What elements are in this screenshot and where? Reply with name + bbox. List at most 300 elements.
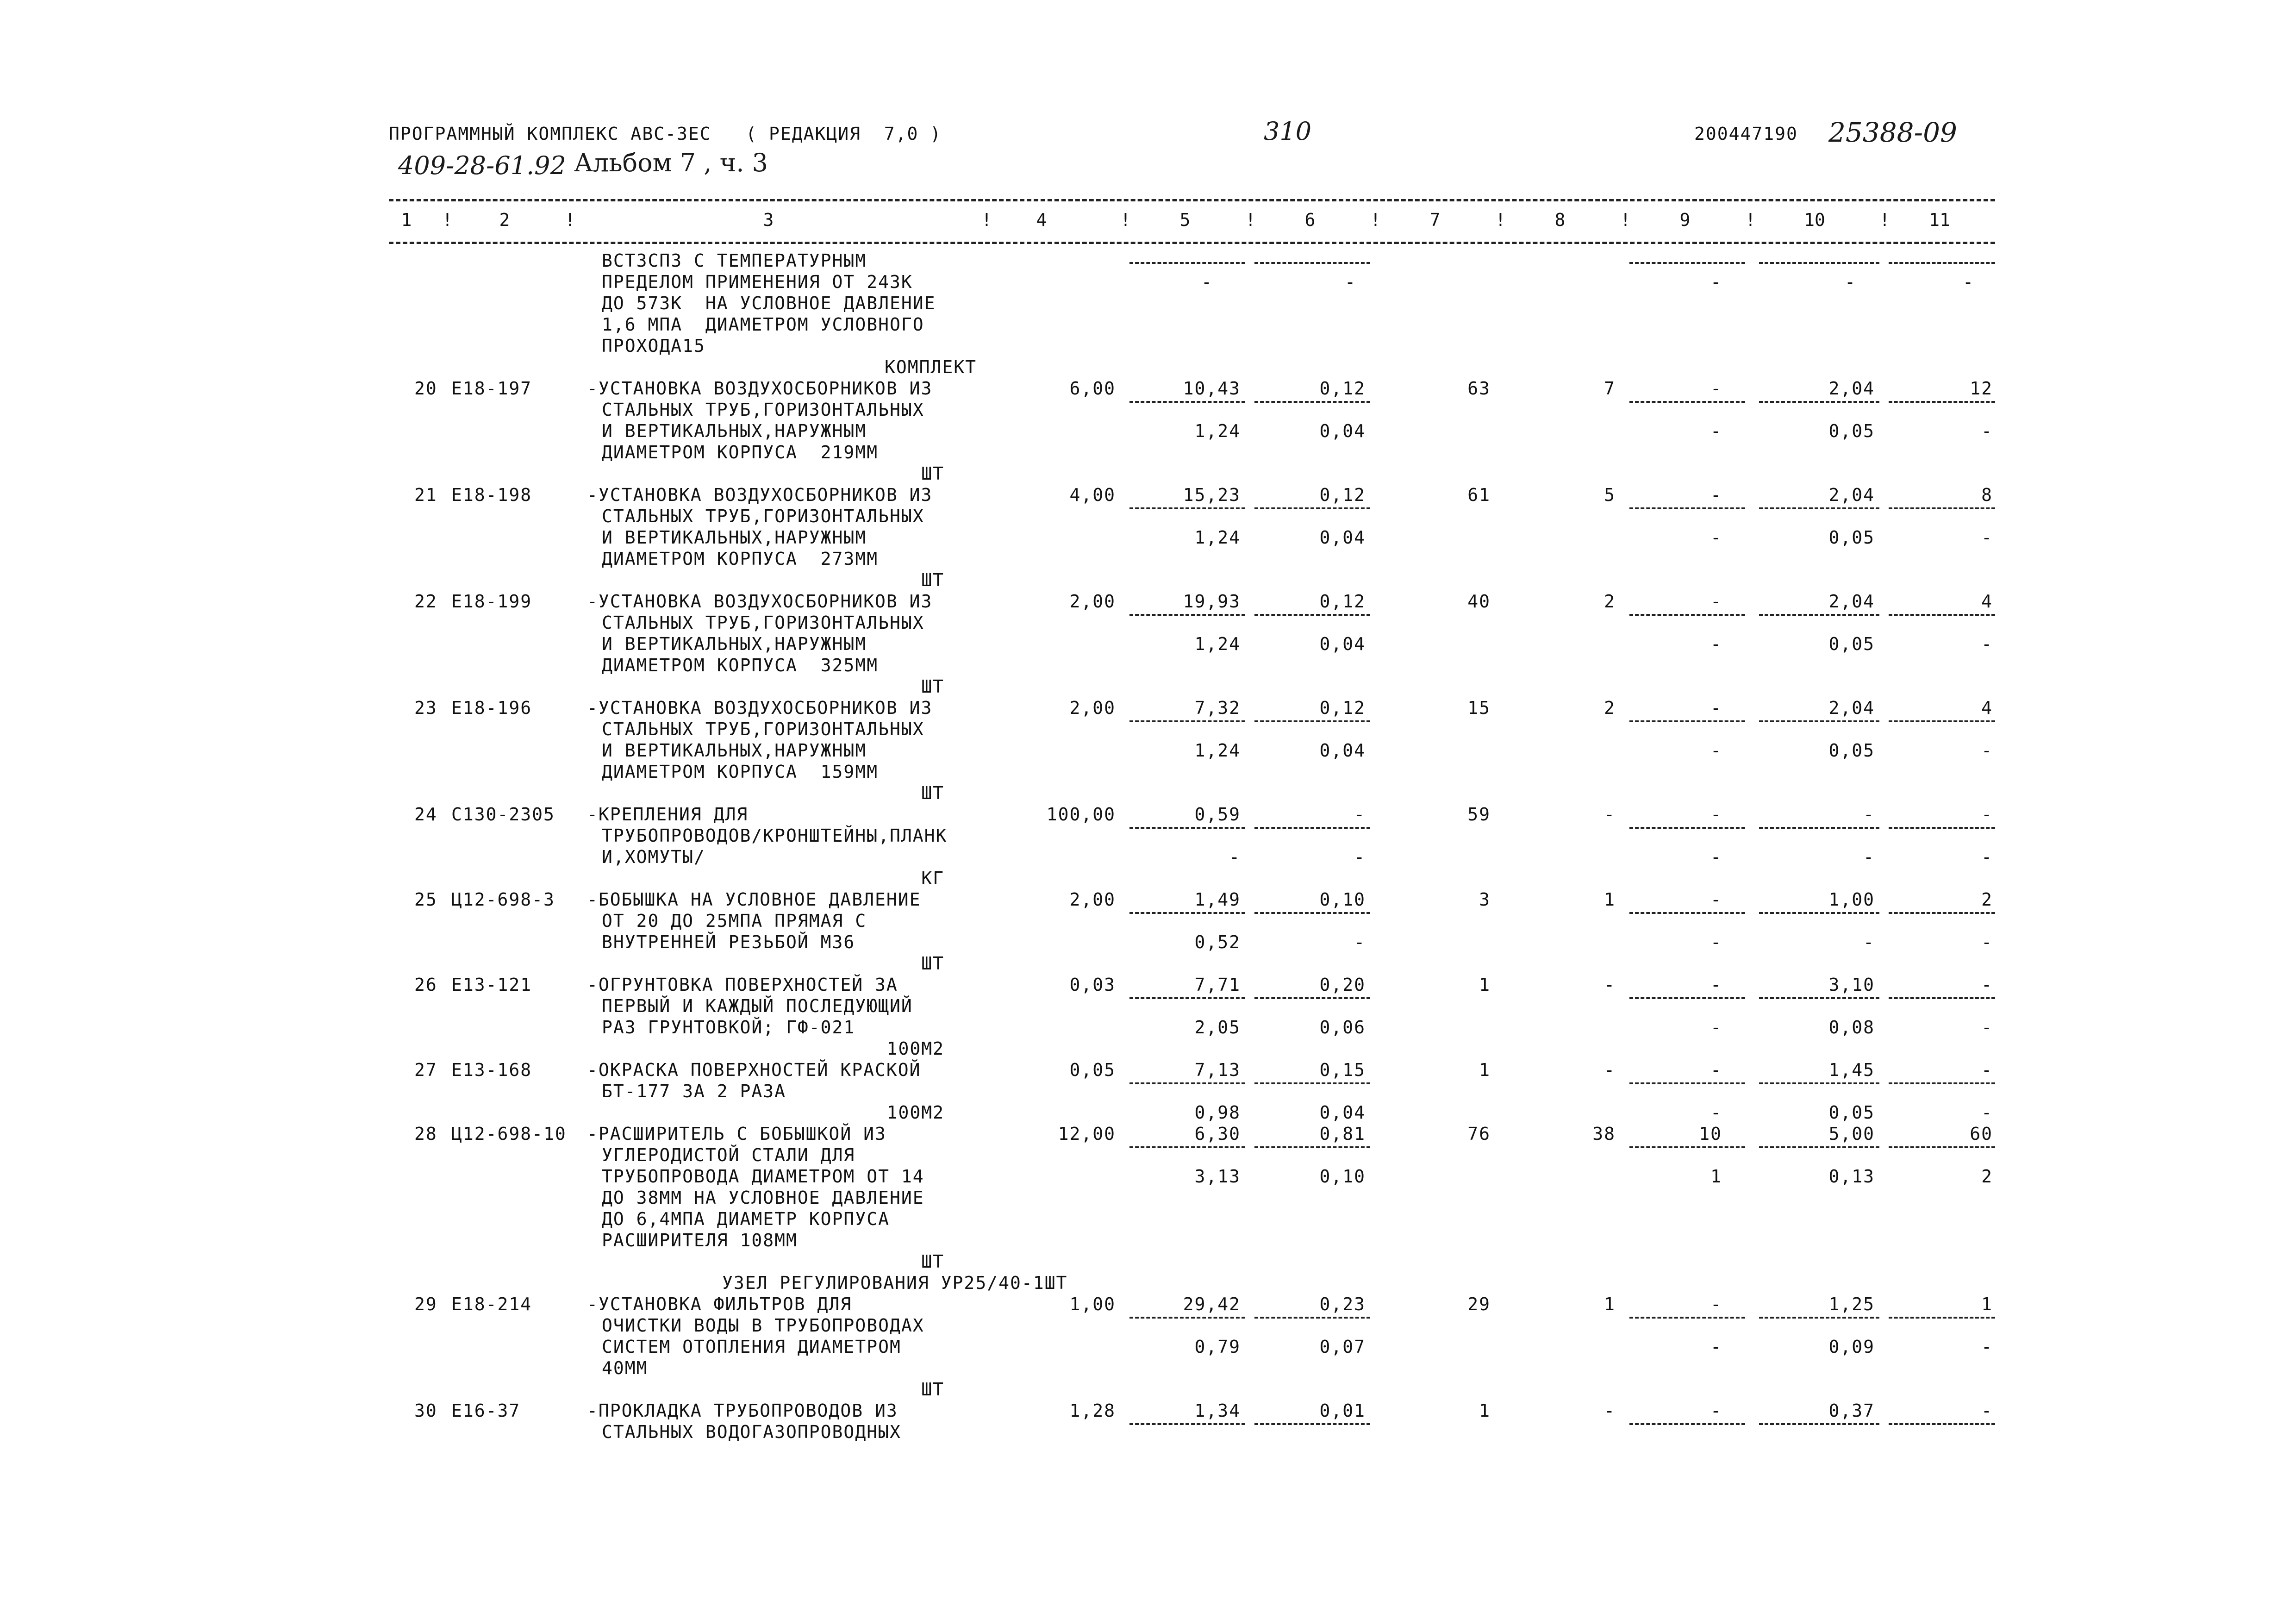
cell-col5: 6,30 — [1194, 1124, 1241, 1144]
cell-col5: 0,59 — [1194, 804, 1241, 825]
row-number: 20 — [414, 378, 437, 399]
cell-col10: 2,04 — [1828, 591, 1875, 612]
cell-col6: 0,10 — [1319, 889, 1366, 910]
cell-col10-secondary: 0,05 — [1828, 1102, 1875, 1123]
description-line: УГЛЕРОДИСТОЙ СТАЛИ ДЛЯ — [602, 1145, 855, 1165]
norm-code: Ц12-698-3 — [451, 889, 555, 910]
cell-col4: 1,28 — [1069, 1400, 1116, 1421]
cell-col10: 3,10 — [1828, 975, 1875, 995]
description-line: И ВЕРТИКАЛЬНЫХ,НАРУЖНЫМ — [602, 527, 867, 548]
cell-col9: - — [1710, 1060, 1722, 1080]
description-line: СТАЛЬНЫХ ТРУБ,ГОРИЗОНТАЛЬНЫХ — [602, 613, 924, 633]
value-divider-rule — [1759, 262, 1879, 264]
cell-col11-secondary: - — [1981, 527, 1993, 548]
cell-col6-secondary: 0,04 — [1319, 634, 1366, 654]
norm-code: Е18-198 — [451, 485, 532, 505]
column-number: 3 — [763, 210, 774, 230]
cell-col10: 5,00 — [1828, 1124, 1875, 1144]
cell-col8: 2 — [1604, 698, 1616, 718]
cell-col6: 0,01 — [1319, 1400, 1366, 1421]
cell-col10-secondary: 0,05 — [1828, 527, 1875, 548]
cell-col10-secondary: 0,13 — [1828, 1166, 1875, 1187]
cell-col9: - — [1710, 378, 1722, 399]
cell-col5-secondary: 0,98 — [1194, 1102, 1241, 1123]
value-divider-rule — [1129, 1146, 1245, 1148]
description-line: ПРОХОДА15 — [602, 336, 705, 356]
column-number: 9 — [1679, 210, 1691, 230]
unit-label: 100М2 — [886, 1038, 944, 1059]
unit-label: ШТ — [921, 676, 944, 697]
value-divider-rule — [1129, 720, 1245, 722]
cell-col8: 5 — [1604, 485, 1616, 505]
description-line: ДО 38ММ НА УСЛОВНОЕ ДАВЛЕНИЕ — [602, 1188, 924, 1208]
cell-col4: 2,00 — [1069, 591, 1116, 612]
document-code: 200447190 — [1694, 124, 1798, 144]
cell-col5-secondary: 0,52 — [1194, 932, 1241, 952]
row-number: 25 — [414, 889, 437, 910]
value-divider-rule — [1889, 401, 1995, 403]
column-separator: ! — [1120, 210, 1131, 230]
cell-col5-secondary: 0,79 — [1194, 1337, 1241, 1357]
description-line: -УСТАНОВКА ВОЗДУХОСБОРНИКОВ ИЗ — [587, 591, 933, 612]
value-divider-rule — [1889, 997, 1995, 999]
description-line: БТ-177 ЗА 2 РАЗА — [602, 1081, 786, 1101]
cell-col11-secondary: - — [1963, 272, 1974, 292]
description-line: ПЕРВЫЙ И КАЖДЫЙ ПОСЛЕДУЮЩИЙ — [602, 996, 913, 1016]
cell-col10-secondary: - — [1863, 932, 1875, 952]
norm-code: Е13-121 — [451, 975, 532, 995]
value-divider-rule — [1759, 507, 1879, 509]
cell-col9-secondary: - — [1710, 1102, 1722, 1123]
cell-col10: 1,00 — [1828, 889, 1875, 910]
value-divider-rule — [1759, 1146, 1879, 1148]
value-divider-rule — [1129, 507, 1245, 509]
description-line: -РАСШИРИТЕЛЬ С БОБЫШКОЙ ИЗ — [587, 1124, 886, 1144]
value-divider-rule — [1254, 1082, 1370, 1084]
cell-col4: 4,00 — [1069, 485, 1116, 505]
cell-col11: - — [1981, 1060, 1993, 1080]
column-separator: ! — [1370, 210, 1381, 230]
unit-label: ШТ — [921, 1251, 944, 1272]
cell-col5-secondary: - — [1201, 272, 1213, 292]
cell-col10-secondary: 0,08 — [1828, 1017, 1875, 1038]
value-divider-rule — [1254, 507, 1370, 509]
cell-col9: - — [1710, 1294, 1722, 1314]
value-divider-rule — [1759, 827, 1879, 829]
description-line: СИСТЕМ ОТОПЛЕНИЯ ДИАМЕТРОМ — [602, 1337, 901, 1357]
cell-col7: 1 — [1479, 1060, 1491, 1080]
value-divider-rule — [1759, 912, 1879, 914]
column-separator: ! — [1879, 210, 1890, 230]
value-divider-rule — [1889, 262, 1995, 264]
value-divider-rule — [1759, 401, 1879, 403]
value-divider-rule — [1629, 614, 1745, 616]
row-number: 26 — [414, 975, 437, 995]
value-divider-rule — [1254, 720, 1370, 722]
cell-col10-secondary: 0,09 — [1828, 1337, 1875, 1357]
cell-col10: 2,04 — [1828, 698, 1875, 718]
handwritten-album-code: 409-28-61.92 — [398, 151, 566, 180]
value-divider-rule — [1629, 720, 1745, 722]
value-divider-rule — [1759, 614, 1879, 616]
cell-col4: 6,00 — [1069, 378, 1116, 399]
cell-col7: 1 — [1479, 975, 1491, 995]
cell-col9-secondary: - — [1710, 421, 1722, 441]
cell-col5: 1,49 — [1194, 889, 1241, 910]
column-number: 6 — [1304, 210, 1316, 230]
cell-col9-secondary: - — [1710, 634, 1722, 654]
cell-col10: 0,37 — [1828, 1400, 1875, 1421]
description-line: РАЗ ГРУНТОВКОЙ; ГФ-021 — [602, 1017, 855, 1038]
description-line: ОЧИСТКИ ВОДЫ В ТРУБОПРОВОДАХ — [602, 1315, 924, 1336]
cell-col10: 2,04 — [1828, 485, 1875, 505]
cell-col5: 10,43 — [1183, 378, 1241, 399]
cell-col9: - — [1710, 804, 1722, 825]
cell-col9: - — [1710, 1400, 1722, 1421]
unit-label: ШТ — [921, 953, 944, 974]
norm-code: Е18-196 — [451, 698, 532, 718]
row-number: 21 — [414, 485, 437, 505]
cell-col5: 7,71 — [1194, 975, 1241, 995]
cell-col4: 12,00 — [1058, 1124, 1116, 1144]
cell-col4: 100,00 — [1046, 804, 1116, 825]
cell-col8: - — [1604, 804, 1616, 825]
cell-col6-secondary: 0,04 — [1319, 527, 1366, 548]
value-divider-rule — [1129, 1317, 1245, 1319]
cell-col11-secondary: - — [1981, 1337, 1993, 1357]
value-divider-rule — [1129, 912, 1245, 914]
value-divider-rule — [1129, 614, 1245, 616]
album-label: Альбом 7 , ч. 3 — [574, 148, 768, 177]
unit-label: ШТ — [921, 463, 944, 484]
column-separator: ! — [1745, 210, 1756, 230]
description-line: ДИАМЕТРОМ КОРПУСА 219ММ — [602, 442, 879, 463]
description-line: СТАЛЬНЫХ ТРУБ,ГОРИЗОНТАЛЬНЫХ — [602, 400, 924, 420]
value-divider-rule — [1629, 1082, 1745, 1084]
cell-col4: 0,03 — [1069, 975, 1116, 995]
column-separator: ! — [565, 210, 575, 230]
column-separator: ! — [1620, 210, 1631, 230]
description-line: 1,6 МПА ДИАМЕТРОМ УСЛОВНОГО — [602, 314, 924, 335]
description-line: И ВЕРТИКАЛЬНЫХ,НАРУЖНЫМ — [602, 740, 867, 761]
cell-col10: - — [1863, 804, 1875, 825]
column-number: 8 — [1554, 210, 1566, 230]
value-divider-rule — [1889, 720, 1995, 722]
cell-col5: 29,42 — [1183, 1294, 1241, 1314]
value-divider-rule — [1254, 997, 1370, 999]
cell-col6: 0,81 — [1319, 1124, 1366, 1144]
description-line: -КРЕПЛЕНИЯ ДЛЯ — [587, 804, 749, 825]
cell-col6: 0,12 — [1319, 485, 1366, 505]
row-number: 24 — [414, 804, 437, 825]
cell-col11: - — [1981, 1400, 1993, 1421]
value-divider-rule — [1254, 827, 1370, 829]
norm-code: Е18-197 — [451, 378, 532, 399]
norm-code: Е13-168 — [451, 1060, 532, 1080]
cell-col11: - — [1981, 804, 1993, 825]
column-number: 2 — [499, 210, 510, 230]
cell-col6-secondary: - — [1354, 847, 1366, 867]
cell-col9: - — [1710, 698, 1722, 718]
value-divider-rule — [1759, 1082, 1879, 1084]
cell-col10: 1,25 — [1828, 1294, 1875, 1314]
column-number: 11 — [1929, 210, 1950, 230]
cell-col5: 7,13 — [1194, 1060, 1241, 1080]
column-number: 10 — [1804, 210, 1825, 230]
cell-col7: 15 — [1467, 698, 1491, 718]
description-line: ДО 6,4МПА ДИАМЕТР КОРПУСА — [602, 1209, 890, 1229]
value-divider-rule — [1889, 1146, 1995, 1148]
cell-col6: 0,20 — [1319, 975, 1366, 995]
cell-col7: 1 — [1479, 1400, 1491, 1421]
cell-col6-secondary: - — [1345, 272, 1356, 292]
cell-col8: 1 — [1604, 1294, 1616, 1314]
value-divider-rule — [1629, 827, 1745, 829]
value-divider-rule — [1254, 912, 1370, 914]
value-divider-rule — [1254, 1423, 1370, 1425]
cell-col9-secondary: - — [1710, 527, 1722, 548]
value-divider-rule — [1759, 720, 1879, 722]
value-divider-rule — [1629, 997, 1745, 999]
cell-col9: - — [1710, 975, 1722, 995]
cell-col8: 7 — [1604, 378, 1616, 399]
cell-col5-secondary: 2,05 — [1194, 1017, 1241, 1038]
description-line: СТАЛЬНЫХ ТРУБ,ГОРИЗОНТАЛЬНЫХ — [602, 719, 924, 739]
value-divider-rule — [1129, 1423, 1245, 1425]
norm-code: Е18-199 — [451, 591, 532, 612]
cell-col9-secondary: - — [1710, 272, 1722, 292]
description-line: -УСТАНОВКА ФИЛЬТРОВ ДЛЯ — [587, 1294, 852, 1314]
cell-col5: 1,34 — [1194, 1400, 1241, 1421]
page-number: 310 — [1264, 117, 1312, 146]
row-number: 29 — [414, 1294, 437, 1314]
norm-code: Е16-37 — [451, 1400, 521, 1421]
cell-col10: 2,04 — [1828, 378, 1875, 399]
cell-col9-secondary: 1 — [1710, 1166, 1722, 1187]
description-line: -УСТАНОВКА ВОЗДУХОСБОРНИКОВ ИЗ — [587, 698, 933, 718]
description-line: 40ММ — [602, 1358, 648, 1378]
unit-label: ШТ — [921, 570, 944, 590]
value-divider-rule — [1629, 401, 1745, 403]
column-separator: ! — [981, 210, 992, 230]
cell-col7: 76 — [1467, 1124, 1491, 1144]
cell-col9-secondary: - — [1710, 932, 1722, 952]
cell-col4: 0,05 — [1069, 1060, 1116, 1080]
cell-col6-secondary: - — [1354, 932, 1366, 952]
value-divider-rule — [1889, 507, 1995, 509]
column-separator: ! — [1245, 210, 1256, 230]
handwritten-code: 25388-09 — [1828, 117, 1957, 148]
column-separator: ! — [442, 210, 453, 230]
cell-col6-secondary: 0,10 — [1319, 1166, 1366, 1187]
description-line: ДО 573К НА УСЛОВНОЕ ДАВЛЕНИЕ — [602, 293, 936, 313]
value-divider-rule — [1889, 1082, 1995, 1084]
unit-label: КОМПЛЕКТ — [884, 357, 977, 377]
value-divider-rule — [1629, 912, 1745, 914]
cell-col10-secondary: - — [1845, 272, 1856, 292]
cell-col5-secondary: - — [1229, 847, 1241, 867]
cell-col10-secondary: 0,05 — [1828, 634, 1875, 654]
value-divider-rule — [1254, 1317, 1370, 1319]
cell-col5-secondary: 1,24 — [1194, 634, 1241, 654]
cell-col7: 3 — [1479, 889, 1491, 910]
unit-label: 100М2 — [886, 1102, 944, 1123]
value-divider-rule — [1129, 997, 1245, 999]
column-number: 5 — [1179, 210, 1191, 230]
value-divider-rule — [1254, 1146, 1370, 1148]
value-divider-rule — [1889, 1423, 1995, 1425]
cell-col6: 0,15 — [1319, 1060, 1366, 1080]
description-line: ТРУБОПРОВОДОВ/КРОНШТЕЙНЫ,ПЛАНК — [602, 825, 948, 846]
value-divider-rule — [1254, 262, 1370, 264]
description-line: И ВЕРТИКАЛЬНЫХ,НАРУЖНЫМ — [602, 421, 867, 441]
column-number: 1 — [401, 210, 412, 230]
row-number: 28 — [414, 1124, 437, 1144]
cell-col7: 40 — [1467, 591, 1491, 612]
cell-col4: 2,00 — [1069, 889, 1116, 910]
cell-col9-secondary: - — [1710, 740, 1722, 761]
cell-col9: - — [1710, 889, 1722, 910]
cell-col5-secondary: 1,24 — [1194, 740, 1241, 761]
description-line: И ВЕРТИКАЛЬНЫХ,НАРУЖНЫМ — [602, 634, 867, 654]
unit-label: ШТ — [921, 783, 944, 803]
cell-col11-secondary: - — [1981, 421, 1993, 441]
description-line: СТАЛЬНЫХ ТРУБ,ГОРИЗОНТАЛЬНЫХ — [602, 506, 924, 526]
group-title: УЗЕЛ РЕГУЛИРОВАНИЯ УР25/40-1ШТ — [722, 1273, 1068, 1293]
cell-col11: 1 — [1981, 1294, 1993, 1314]
cell-col5: 19,93 — [1183, 591, 1241, 612]
value-divider-rule — [1129, 401, 1245, 403]
value-divider-rule — [1129, 262, 1245, 264]
cell-col11: - — [1981, 975, 1993, 995]
norm-code: С130-2305 — [451, 804, 555, 825]
cell-col6-secondary: 0,06 — [1319, 1017, 1366, 1038]
value-divider-rule — [1629, 1317, 1745, 1319]
cell-col9: - — [1710, 485, 1722, 505]
unit-label: КГ — [921, 868, 944, 888]
description-line: ДИАМЕТРОМ КОРПУСА 273ММ — [602, 549, 879, 569]
value-divider-rule — [1759, 1423, 1879, 1425]
cell-col6: - — [1354, 804, 1366, 825]
unit-label: ШТ — [921, 1379, 944, 1400]
cell-col11-secondary: - — [1981, 740, 1993, 761]
cell-col9-secondary: - — [1710, 847, 1722, 867]
column-number: 7 — [1429, 210, 1441, 230]
norm-code: Е18-214 — [451, 1294, 532, 1314]
cell-col6-secondary: 0,07 — [1319, 1337, 1366, 1357]
description-line: ВСТЗСПЗ С ТЕМПЕРАТУРНЫМ — [602, 250, 867, 271]
cell-col8: - — [1604, 975, 1616, 995]
cell-col6-secondary: 0,04 — [1319, 421, 1366, 441]
value-divider-rule — [1129, 1082, 1245, 1084]
cell-col6-secondary: 0,04 — [1319, 740, 1366, 761]
cell-col8: 1 — [1604, 889, 1616, 910]
value-divider-rule — [1254, 614, 1370, 616]
cell-col8: 38 — [1592, 1124, 1616, 1144]
description-line: И,ХОМУТЫ/ — [602, 847, 705, 867]
cell-col7: 59 — [1467, 804, 1491, 825]
cell-col9: - — [1710, 591, 1722, 612]
cell-col5-secondary: 3,13 — [1194, 1166, 1241, 1187]
cell-col11-secondary: 2 — [1981, 1166, 1993, 1187]
cell-col6: 0,23 — [1319, 1294, 1366, 1314]
cell-col4: 2,00 — [1069, 698, 1116, 718]
cell-col5: 7,32 — [1194, 698, 1241, 718]
description-line: -БОБЫШКА НА УСЛОВНОЕ ДАВЛЕНИЕ — [587, 889, 921, 910]
description-line: СТАЛЬНЫХ ВОДОГАЗОПРОВОДНЫХ — [602, 1422, 901, 1442]
value-divider-rule — [1889, 1317, 1995, 1319]
value-divider-rule — [1759, 997, 1879, 999]
cell-col10-secondary: 0,05 — [1828, 740, 1875, 761]
cell-col11: 60 — [1970, 1124, 1993, 1144]
header-bottom-rule — [389, 242, 1995, 244]
cell-col11-secondary: - — [1981, 1102, 1993, 1123]
value-divider-rule — [1254, 401, 1370, 403]
description-line: -ОКРАСКА ПОВЕРХНОСТЕЙ КРАСКОЙ — [587, 1060, 921, 1080]
description-line: ДИАМЕТРОМ КОРПУСА 325ММ — [602, 655, 879, 675]
cell-col11-secondary: - — [1981, 932, 1993, 952]
row-number: 22 — [414, 591, 437, 612]
cell-col11: 4 — [1981, 698, 1993, 718]
value-divider-rule — [1759, 1317, 1879, 1319]
cell-col9-secondary: - — [1710, 1017, 1722, 1038]
value-divider-rule — [1629, 262, 1745, 264]
cell-col6-secondary: 0,04 — [1319, 1102, 1366, 1123]
description-line: РАСШИРИТЕЛЯ 108ММ — [602, 1230, 798, 1250]
cell-col8: 2 — [1604, 591, 1616, 612]
header-top-rule — [389, 199, 1995, 201]
cell-col6: 0,12 — [1319, 698, 1366, 718]
cell-col5-secondary: 1,24 — [1194, 421, 1241, 441]
value-divider-rule — [1889, 912, 1995, 914]
cell-col5-secondary: 1,24 — [1194, 527, 1241, 548]
cell-col10: 1,45 — [1828, 1060, 1875, 1080]
cell-col7: 61 — [1467, 485, 1491, 505]
program-title: ПРОГРАММНЫЙ КОМПЛЕКС АВС-3ЕС ( РЕДАКЦИЯ 7,0 ) — [389, 124, 942, 144]
description-line: ВНУТРЕННЕЙ РЕЗЬБОЙ М36 — [602, 932, 855, 952]
cell-col10-secondary: 0,05 — [1828, 421, 1875, 441]
cell-col8: - — [1604, 1060, 1616, 1080]
row-number: 27 — [414, 1060, 437, 1080]
cell-col11: 2 — [1981, 889, 1993, 910]
description-line: ОТ 20 ДО 25МПА ПРЯМАЯ С — [602, 911, 867, 931]
value-divider-rule — [1629, 507, 1745, 509]
column-number: 4 — [1036, 210, 1047, 230]
row-number: 30 — [414, 1400, 437, 1421]
description-line: -ОГРУНТОВКА ПОВЕРХНОСТЕЙ ЗА — [587, 975, 898, 995]
cell-col9-secondary: - — [1710, 1337, 1722, 1357]
value-divider-rule — [1629, 1423, 1745, 1425]
cell-col11: 4 — [1981, 591, 1993, 612]
cell-col7: 63 — [1467, 378, 1491, 399]
cell-col9: 10 — [1699, 1124, 1722, 1144]
row-number: 23 — [414, 698, 437, 718]
cell-col11-secondary: - — [1981, 847, 1993, 867]
column-separator: ! — [1495, 210, 1506, 230]
description-line: ДИАМЕТРОМ КОРПУСА 159ММ — [602, 762, 879, 782]
description-line: -ПРОКЛАДКА ТРУБОПРОВОДОВ ИЗ — [587, 1400, 898, 1421]
cell-col6: 0,12 — [1319, 591, 1366, 612]
description-line: -УСТАНОВКА ВОЗДУХОСБОРНИКОВ ИЗ — [587, 485, 933, 505]
cell-col6: 0,12 — [1319, 378, 1366, 399]
cell-col4: 1,00 — [1069, 1294, 1116, 1314]
cell-col5: 15,23 — [1183, 485, 1241, 505]
cell-col7: 29 — [1467, 1294, 1491, 1314]
cell-col11: 12 — [1970, 378, 1993, 399]
cell-col8: - — [1604, 1400, 1616, 1421]
cell-col11: 8 — [1981, 485, 1993, 505]
description-line: -УСТАНОВКА ВОЗДУХОСБОРНИКОВ ИЗ — [587, 378, 933, 399]
